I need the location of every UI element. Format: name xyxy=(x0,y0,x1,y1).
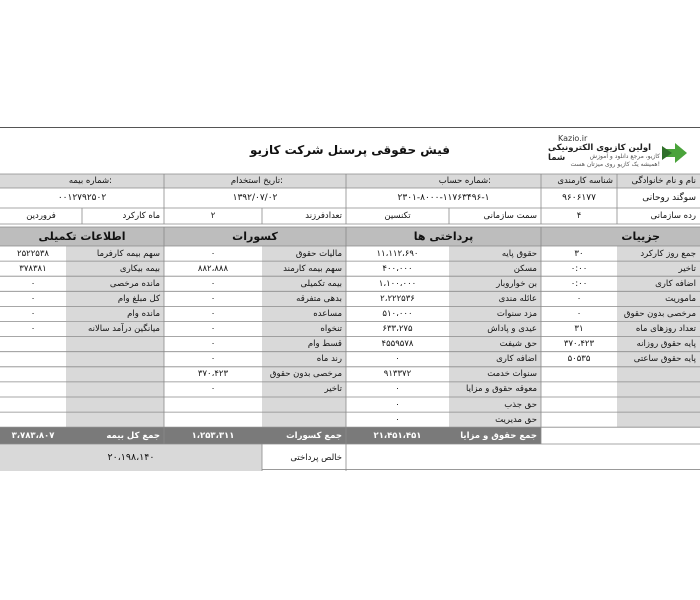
payments-row-label: معوقه حقوق و مزایا xyxy=(449,382,541,397)
payments-row-label: حق جذب xyxy=(449,397,541,412)
extra-row-value: ۲۵۲۲۵۳۸ xyxy=(17,248,49,259)
deductions-row-label xyxy=(262,397,346,412)
details-row-label: تعداد روزهای ماه xyxy=(617,322,700,337)
insurance-number: ۰۰۱۲۷۹۲۵۰۲ xyxy=(57,193,107,203)
deductions-row-value: ۰ xyxy=(210,293,216,304)
page-title: فیش حقوقی پرسنل شرکت کازیو xyxy=(250,143,450,157)
deductions-row-value: ۳۷۰،۴۲۳ xyxy=(197,369,229,380)
payments-row-value: ۴۵۵۹۵۷۸ xyxy=(381,339,414,350)
section-payments: پرداختی ها xyxy=(346,227,541,246)
hire-date-label: تاریخ استخدام: xyxy=(164,174,346,188)
payslip-header xyxy=(0,128,700,174)
extra-row-value xyxy=(0,352,66,367)
deductions-row-value: ۰ xyxy=(210,339,216,350)
deductions-row-label: رند ماه xyxy=(262,352,346,367)
deductions-row-label: تاخیر xyxy=(262,382,346,397)
payments-row-value: ۰ xyxy=(395,414,400,425)
deductions-row-label: تنخواه xyxy=(262,322,346,337)
company-logo xyxy=(548,132,688,170)
extra-row-label xyxy=(66,367,164,382)
details-row-label: جمع روز کارکرد xyxy=(617,246,700,261)
employee-id: ۹۶۰۶۱۷۷ xyxy=(562,193,596,203)
name-label: نام و نام خانوادگی xyxy=(617,174,700,188)
extra-row-value xyxy=(0,382,66,397)
extra-row-value: ۰ xyxy=(30,278,36,289)
payments-row-value: ۲،۲۲۲۵۳۶ xyxy=(380,293,415,304)
net-pay-value: ۲۰،۱۹۸،۱۴۰ xyxy=(0,444,262,471)
position-label: سمت سازمانی xyxy=(483,211,537,221)
insurance-total-value: ۳،۷۸۳،۸۰۷ xyxy=(0,427,66,444)
details-row-label xyxy=(617,412,700,427)
payments-row-value: ۰ xyxy=(395,399,400,410)
extra-row-value xyxy=(0,337,66,352)
payments-row-label: عائله مندی xyxy=(449,291,541,306)
extra-row-label: مانده مرخصی xyxy=(66,276,164,291)
account-number: ۲۳۰۱-۸۰۰۰-۱۱۷۶۳۴۹۶-۱ xyxy=(397,193,490,203)
deductions-row-label xyxy=(262,412,346,427)
rank-label: رده سازمانی xyxy=(650,211,696,221)
payments-row-value: ۹۱۳۳۷۲ xyxy=(383,369,412,380)
details-row-label: پایه حقوق ساعتی xyxy=(617,352,700,367)
payments-row-value: ۶۳۳،۲۷۵ xyxy=(382,324,413,335)
insurance-number-label: شماره بیمه: xyxy=(0,174,164,188)
details-row-label: پایه حقوق روزانه xyxy=(617,337,700,352)
extra-row-value: ۰ xyxy=(30,308,36,319)
extra-row-label xyxy=(66,397,164,412)
extra-row-label xyxy=(66,337,164,352)
extra-row-value: ۰ xyxy=(30,293,36,304)
section-deductions: کسورات xyxy=(164,227,346,246)
deductions-row-value: ۰ xyxy=(210,278,216,289)
extra-row-value xyxy=(0,367,66,382)
details-row-value: ۰:۰۰ xyxy=(570,278,588,289)
details-row-value: ۳۰ xyxy=(574,248,584,259)
deductions-row-label: بیمه تکمیلی xyxy=(262,276,346,291)
deductions-row-label: بدهی متفرقه xyxy=(262,291,346,306)
deductions-row-value: ۰ xyxy=(210,384,216,395)
deductions-row-label: سهم بیمه کارمند xyxy=(262,261,346,276)
payslip xyxy=(0,127,700,470)
details-row-label: تاخیر xyxy=(617,261,700,276)
account-label: شماره حساب: xyxy=(346,174,541,188)
employee-name: سوگند روحانی xyxy=(642,193,696,203)
payments-row-label: حق شیفت xyxy=(449,337,541,352)
extra-row-label: میانگین درآمد سالانه xyxy=(66,322,164,337)
deductions-row-label: مرخصی بدون حقوق xyxy=(262,367,346,382)
deductions-total-value: ۱،۲۵۳،۳۱۱ xyxy=(164,427,262,444)
payments-row-label: حق مدیریت xyxy=(449,412,541,427)
extra-row-label: سهم بیمه کارفرما xyxy=(66,246,164,261)
details-row-value xyxy=(541,367,617,382)
payments-row-label: بن خواروبار xyxy=(449,276,541,291)
extra-row-label: کل مبلغ وام xyxy=(66,291,164,306)
details-row-label: اضافه کاری xyxy=(617,276,700,291)
payments-row-value: ۰ xyxy=(395,384,400,395)
deductions-row-value: ۸۸۲،۸۸۸ xyxy=(197,263,229,274)
rank-value: ۴ xyxy=(576,211,582,221)
details-row-value: ۳۷۰،۴۲۳ xyxy=(563,339,595,350)
hire-date: ۱۳۹۲/۰۷/۰۲ xyxy=(232,193,278,203)
details-row-value: ۰:۰۰ xyxy=(570,263,588,274)
payments-row-label: حقوق پایه xyxy=(449,246,541,261)
payments-total-label: جمع حقوق و مزایا xyxy=(449,427,541,444)
payments-row-value: ۵۱۰،۰۰۰ xyxy=(382,308,413,319)
payments-row-label: اضافه کاری xyxy=(449,352,541,367)
deductions-row-label: مالیات حقوق xyxy=(262,246,346,261)
details-row-label xyxy=(617,397,700,412)
deductions-row-value: ۰ xyxy=(210,308,216,319)
payments-row-value: ۰ xyxy=(395,354,400,365)
details-row-label xyxy=(617,367,700,382)
payments-row-value: ۱۱،۱۱۲،۶۹۰ xyxy=(376,248,419,259)
extra-row-label xyxy=(66,412,164,427)
details-row-value: ۰ xyxy=(576,308,582,319)
logo-line-1: اولین کازیوی الکترونیکی شما xyxy=(548,143,652,163)
details-row-label: مرخصی بدون حقوق xyxy=(617,306,700,321)
payments-row-label: عیدی و پاداش xyxy=(449,322,541,337)
payments-row-value: ۱،۱۰۰،۰۰۰ xyxy=(378,278,417,289)
extra-row-value: ۳۷۸۳۸۱ xyxy=(19,263,47,274)
deductions-row-value xyxy=(164,397,262,412)
extra-row-label xyxy=(66,382,164,397)
month-value: فروردین xyxy=(26,211,56,221)
extra-row-value xyxy=(0,412,66,427)
insurance-total-label: جمع کل بیمه xyxy=(66,427,164,444)
payments-row-label: مسکن xyxy=(449,261,541,276)
children-value: ۲ xyxy=(210,211,216,221)
deductions-row-value: ۰ xyxy=(210,354,216,365)
deductions-row-value: ۰ xyxy=(210,248,216,259)
details-row-value: ۳۱ xyxy=(574,324,584,335)
extra-row-label: مانده وام xyxy=(66,306,164,321)
section-details: جزییات xyxy=(541,227,700,246)
logo-site: Kazio.ir xyxy=(558,134,588,143)
month-label: ماه کارکرد xyxy=(122,211,160,221)
extra-row-label: بیمه بیکاری xyxy=(66,261,164,276)
deductions-row-value xyxy=(164,412,262,427)
details-row-label xyxy=(617,382,700,397)
payments-total-value: ۲۱،۴۵۱،۴۵۱ xyxy=(346,427,449,444)
payments-row-label: مزد سنوات xyxy=(449,306,541,321)
extra-row-value: ۰ xyxy=(30,324,36,335)
employee-id-label: شناسه کارمندی xyxy=(541,174,617,188)
details-row-value xyxy=(541,412,617,427)
logo-line-3: همیشه یک کازیو روی میزتان هست! xyxy=(570,161,660,168)
deductions-total-label: جمع کسورات xyxy=(262,427,346,444)
arrow-logo-icon xyxy=(662,141,688,165)
position-value: تکنسین xyxy=(384,211,411,221)
extra-row-value xyxy=(0,397,66,412)
payments-row-label: سنوات خدمت xyxy=(449,367,541,382)
deductions-row-value: ۰ xyxy=(210,324,216,335)
details-row-value: ۰ xyxy=(576,293,582,304)
deductions-row-label: مساعده xyxy=(262,306,346,321)
deductions-row-label: قسط وام xyxy=(262,337,346,352)
details-row-label: ماموریت xyxy=(617,291,700,306)
extra-row-label xyxy=(66,352,164,367)
details-row-value xyxy=(541,397,617,412)
details-row-value xyxy=(541,382,617,397)
payments-row-value: ۴۰۰،۰۰۰ xyxy=(382,263,413,274)
children-label: تعدادفرزند xyxy=(305,211,342,221)
logo-line-2: کازیو، مرجع دانلود و آموزش xyxy=(589,153,660,160)
details-row-value: ۵۰۵۳۵ xyxy=(567,354,591,365)
net-pay-label: خالص پرداختی xyxy=(290,452,342,463)
section-extra-info: اطلاعات تکمیلی xyxy=(0,227,164,246)
